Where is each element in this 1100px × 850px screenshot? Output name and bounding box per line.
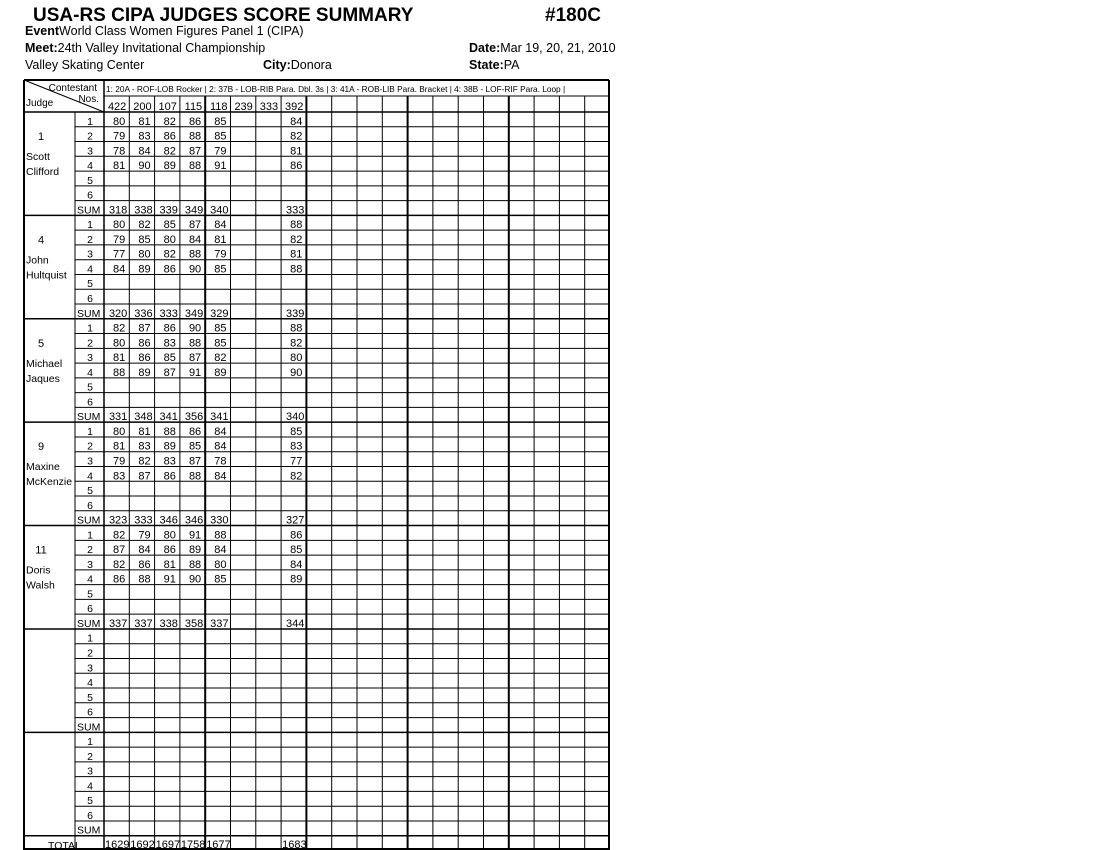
score-cell: 81 bbox=[290, 248, 303, 261]
score-cell: 88 bbox=[290, 322, 303, 335]
score-cell: 81 bbox=[214, 233, 227, 246]
score-cell: 85 bbox=[214, 115, 227, 128]
contestant-number: 107 bbox=[158, 101, 177, 113]
score-cell: 86 bbox=[113, 573, 126, 586]
event-value: World Class Women Figures Panel 1 (CIPA) bbox=[59, 24, 304, 38]
judge-number: 9 bbox=[37, 441, 45, 454]
score-cell: 88 bbox=[188, 160, 202, 173]
form-number: #180C bbox=[545, 5, 601, 26]
judge-number: 5 bbox=[37, 337, 45, 350]
score-cell: 84 bbox=[214, 440, 227, 453]
score-cell: 83 bbox=[290, 440, 303, 453]
figure-row-label: 5 bbox=[87, 278, 93, 291]
score-cell: 91 bbox=[214, 160, 227, 173]
score-cell: 85 bbox=[138, 233, 151, 246]
judge-last-name: McKenzie bbox=[26, 476, 73, 489]
total-cell: 1683 bbox=[282, 839, 307, 850]
sum-row-label: SUM bbox=[77, 411, 101, 424]
figure-row-label: 4 bbox=[87, 677, 93, 690]
judge-last-name: Jaques bbox=[26, 372, 60, 385]
figure-row-label: 1 bbox=[87, 219, 93, 232]
state-label: State: bbox=[469, 58, 504, 72]
figure-row-label: 6 bbox=[87, 809, 93, 822]
score-cell: 88 bbox=[214, 529, 227, 542]
score-cell: 83 bbox=[163, 337, 176, 350]
figure-row-label: 5 bbox=[87, 381, 93, 394]
score-cell: 86 bbox=[163, 263, 176, 276]
contestant-number: 392 bbox=[285, 101, 304, 113]
score-cell: 87 bbox=[188, 219, 202, 232]
figure-row-label: 1 bbox=[87, 425, 93, 438]
sum-cell: 336 bbox=[134, 307, 153, 320]
figure-row-label: 1 bbox=[87, 529, 93, 542]
score-cell: 85 bbox=[188, 440, 202, 453]
score-cell: 83 bbox=[113, 470, 126, 483]
figure-row-label: 4 bbox=[87, 160, 93, 173]
figure-row-label: 4 bbox=[87, 366, 93, 379]
sum-cell: 323 bbox=[108, 514, 128, 527]
score-cell: 80 bbox=[163, 233, 176, 246]
score-cell: 88 bbox=[188, 558, 202, 571]
figure-row-label: 3 bbox=[87, 352, 93, 365]
figure-row-label: 2 bbox=[87, 440, 93, 453]
sum-cell: 341 bbox=[159, 411, 178, 424]
figure-row-label: 6 bbox=[87, 499, 93, 512]
score-cell: 85 bbox=[290, 425, 303, 438]
judge-last-name: Clifford bbox=[26, 166, 60, 178]
score-cell: 84 bbox=[290, 558, 303, 571]
score-cell: 88 bbox=[290, 263, 303, 276]
meet-label: Meet: bbox=[25, 41, 58, 55]
city-label: City: bbox=[263, 58, 291, 72]
score-cell: 83 bbox=[138, 130, 151, 143]
score-cell: 91 bbox=[188, 366, 202, 379]
score-cell: 85 bbox=[214, 263, 227, 276]
sum-cell: 338 bbox=[159, 617, 178, 630]
sum-cell: 349 bbox=[184, 204, 204, 217]
state-value: PA bbox=[503, 58, 520, 72]
sum-cell: 318 bbox=[108, 204, 128, 217]
score-cell: 80 bbox=[138, 248, 151, 261]
contestant-number: 239 bbox=[234, 101, 253, 113]
figure-row-label: 6 bbox=[87, 189, 93, 202]
score-cell: 80 bbox=[113, 115, 126, 128]
figure-row-label: 4 bbox=[87, 573, 93, 586]
nos-header: Nos. bbox=[78, 94, 99, 105]
score-cell: 85 bbox=[214, 322, 227, 335]
score-cell: 90 bbox=[138, 160, 151, 173]
sum-row-label: SUM bbox=[77, 514, 101, 527]
score-cell: 89 bbox=[188, 544, 202, 557]
judge-number: 11 bbox=[35, 544, 47, 557]
judge-first-name: Maxine bbox=[26, 461, 60, 474]
sum-cell: 344 bbox=[286, 617, 305, 630]
score-cell: 85 bbox=[163, 352, 176, 365]
sum-cell: 333 bbox=[286, 204, 305, 217]
score-cell: 82 bbox=[290, 130, 303, 143]
figure-row-label: 3 bbox=[87, 248, 93, 261]
score-cell: 82 bbox=[290, 233, 303, 246]
sum-cell: 358 bbox=[184, 617, 204, 630]
score-cell: 88 bbox=[188, 130, 202, 143]
score-cell: 81 bbox=[138, 425, 151, 438]
score-cell: 78 bbox=[214, 455, 227, 468]
score-cell: 79 bbox=[214, 145, 227, 158]
figure-row-label: 2 bbox=[87, 233, 93, 246]
figures-caption: 1: 20A - ROF-LOB Rocker | 2: 37B - LOB-RIB Para. Dbl. 3s | 3: 41A - ROB-LIB Para. Bracket | 4: 38B - LOF-RIF Para. Loop | bbox=[106, 84, 566, 94]
score-cell: 82 bbox=[290, 337, 303, 350]
score-cell: 84 bbox=[214, 544, 227, 557]
score-cell: 84 bbox=[290, 115, 303, 128]
score-cell: 84 bbox=[138, 145, 151, 158]
score-cell: 87 bbox=[188, 455, 202, 468]
sum-cell: 337 bbox=[134, 617, 153, 630]
figure-row-label: 4 bbox=[87, 470, 93, 483]
score-cell: 77 bbox=[113, 248, 126, 261]
total-cell: 1629 bbox=[105, 839, 130, 850]
sum-cell: 341 bbox=[210, 411, 229, 424]
score-cell: 85 bbox=[214, 130, 227, 143]
judge-first-name: John bbox=[26, 254, 49, 267]
score-cell: 80 bbox=[214, 558, 227, 571]
date-value: Mar 19, 20, 21, 2010 bbox=[500, 41, 616, 55]
contestant-number: 115 bbox=[184, 101, 203, 113]
score-cell: 88 bbox=[188, 337, 202, 350]
score-cell: 87 bbox=[188, 145, 202, 158]
score-cell: 86 bbox=[138, 558, 151, 571]
score-cell: 82 bbox=[290, 470, 303, 483]
figure-row-label: 1 bbox=[87, 736, 93, 749]
score-cell: 82 bbox=[163, 115, 176, 128]
total-cell: 1692 bbox=[130, 839, 155, 850]
figure-row-label: 2 bbox=[87, 544, 93, 557]
figure-row-label: 5 bbox=[87, 795, 93, 808]
score-cell: 86 bbox=[188, 425, 202, 438]
sum-row-label: SUM bbox=[77, 824, 101, 837]
score-cell: 83 bbox=[163, 455, 176, 468]
score-cell: 82 bbox=[163, 248, 176, 261]
score-cell: 90 bbox=[290, 366, 303, 379]
judge-number: 1 bbox=[37, 131, 45, 143]
score-cell: 90 bbox=[188, 322, 202, 335]
score-cell: 81 bbox=[290, 145, 303, 158]
figure-row-label: 4 bbox=[87, 263, 93, 276]
score-cell: 91 bbox=[163, 573, 176, 586]
score-cell: 89 bbox=[163, 440, 176, 453]
contestant-number: 422 bbox=[107, 101, 127, 113]
figure-row-label: 6 bbox=[87, 396, 93, 409]
score-cell: 86 bbox=[163, 470, 176, 483]
score-cell: 81 bbox=[113, 352, 126, 365]
score-cell: 90 bbox=[188, 263, 202, 276]
score-cell: 80 bbox=[290, 352, 303, 365]
score-cell: 88 bbox=[290, 219, 303, 232]
score-cell: 85 bbox=[214, 573, 227, 586]
score-cell: 86 bbox=[163, 544, 176, 557]
figure-row-label: 2 bbox=[87, 130, 93, 143]
score-cell: 82 bbox=[113, 322, 126, 335]
score-cell: 87 bbox=[138, 470, 151, 483]
score-cell: 82 bbox=[214, 352, 227, 365]
score-cell: 79 bbox=[138, 529, 151, 542]
figure-row-label: 3 bbox=[87, 455, 93, 468]
sum-cell: 339 bbox=[159, 204, 178, 217]
sum-cell: 339 bbox=[286, 307, 305, 320]
figure-row-label: 3 bbox=[87, 662, 93, 675]
sum-cell: 320 bbox=[108, 307, 128, 320]
score-cell: 84 bbox=[214, 219, 227, 232]
judge-first-name: Michael bbox=[26, 357, 63, 370]
figure-row-label: 6 bbox=[87, 293, 93, 306]
figure-row-label: 5 bbox=[87, 691, 93, 704]
score-cell: 84 bbox=[188, 233, 202, 246]
score-cell: 79 bbox=[113, 130, 126, 143]
figure-row-label: 2 bbox=[87, 337, 93, 350]
score-cell: 89 bbox=[138, 263, 151, 276]
score-cell: 86 bbox=[163, 130, 176, 143]
score-cell: 80 bbox=[113, 337, 126, 350]
score-cell: 91 bbox=[188, 529, 202, 542]
figure-row-label: 2 bbox=[87, 750, 93, 763]
figure-row-label: 2 bbox=[87, 647, 93, 660]
score-cell: 87 bbox=[188, 352, 202, 365]
judge-first-name: Scott bbox=[26, 151, 50, 163]
contestant-number: 118 bbox=[209, 101, 228, 113]
score-cell: 82 bbox=[163, 145, 176, 158]
judge-first-name: Doris bbox=[26, 564, 51, 577]
judge-header: Judge bbox=[26, 98, 54, 109]
score-cell: 88 bbox=[188, 470, 202, 483]
score-cell: 79 bbox=[113, 233, 126, 246]
score-cell: 86 bbox=[138, 352, 151, 365]
total-cell: 1677 bbox=[206, 839, 231, 850]
sum-cell: 338 bbox=[134, 204, 153, 217]
figure-row-label: 3 bbox=[87, 145, 93, 158]
sum-row-label: SUM bbox=[77, 721, 101, 734]
total-cell: 1758 bbox=[180, 839, 206, 850]
sum-cell: 337 bbox=[108, 617, 128, 630]
score-cell: 89 bbox=[290, 573, 303, 586]
score-cell: 87 bbox=[163, 366, 176, 379]
score-cell: 84 bbox=[113, 263, 126, 276]
sum-cell: 333 bbox=[159, 307, 178, 320]
score-cell: 87 bbox=[138, 322, 151, 335]
score-cell: 81 bbox=[113, 440, 126, 453]
sum-cell: 340 bbox=[286, 411, 305, 424]
score-cell: 88 bbox=[188, 248, 202, 261]
score-cell: 82 bbox=[138, 455, 151, 468]
score-cell: 89 bbox=[214, 366, 227, 379]
figure-row-label: 4 bbox=[87, 780, 93, 793]
judge-number: 4 bbox=[37, 234, 45, 247]
figure-row-label: 5 bbox=[87, 588, 93, 601]
score-cell: 86 bbox=[290, 529, 303, 542]
sum-cell: 327 bbox=[286, 514, 305, 527]
score-cell: 82 bbox=[113, 529, 126, 542]
figure-row-label: 5 bbox=[87, 174, 93, 187]
contestant-number: 200 bbox=[133, 101, 152, 113]
figure-row-label: 6 bbox=[87, 603, 93, 616]
sum-cell: 333 bbox=[134, 514, 153, 527]
score-cell: 84 bbox=[214, 470, 227, 483]
score-cell: 81 bbox=[163, 558, 176, 571]
figure-row-label: 5 bbox=[87, 485, 93, 498]
score-cell: 88 bbox=[163, 425, 176, 438]
sum-cell: 337 bbox=[210, 617, 229, 630]
contestant-header: Contestant bbox=[48, 83, 97, 94]
score-cell: 81 bbox=[113, 160, 126, 173]
score-cell: 82 bbox=[138, 219, 151, 232]
score-cell: 79 bbox=[214, 248, 227, 261]
total-cell: 1697 bbox=[155, 839, 181, 850]
score-cell: 86 bbox=[138, 337, 151, 350]
sum-cell: 329 bbox=[210, 307, 229, 320]
sum-cell: 356 bbox=[184, 411, 204, 424]
sum-cell: 330 bbox=[210, 514, 229, 527]
date-label: Date: bbox=[469, 41, 501, 55]
sum-cell: 348 bbox=[134, 411, 153, 424]
figure-row-label: 3 bbox=[87, 558, 93, 571]
sum-row-label: SUM bbox=[77, 307, 101, 320]
figure-row-label: 1 bbox=[87, 115, 93, 128]
sum-cell: 340 bbox=[210, 204, 229, 217]
score-cell: 84 bbox=[214, 425, 227, 438]
sum-row-label: SUM bbox=[77, 617, 101, 630]
meet-value: 24th Valley Invitational Championship bbox=[57, 41, 266, 55]
score-cell: 79 bbox=[113, 455, 126, 468]
score-cell: 86 bbox=[188, 115, 202, 128]
score-cell: 82 bbox=[113, 558, 126, 571]
score-cell: 90 bbox=[188, 573, 202, 586]
total-row-label: TOTAL bbox=[48, 840, 81, 850]
score-cell: 88 bbox=[138, 573, 151, 586]
event-label: Event bbox=[25, 24, 60, 38]
score-cell: 88 bbox=[113, 366, 126, 379]
contestant-number: 333 bbox=[259, 101, 279, 113]
figure-row-label: 1 bbox=[87, 632, 93, 645]
score-cell: 78 bbox=[113, 145, 126, 158]
score-cell: 83 bbox=[138, 440, 151, 453]
score-cell: 85 bbox=[214, 337, 227, 350]
score-cell: 80 bbox=[163, 529, 176, 542]
figure-row-label: 3 bbox=[87, 765, 93, 778]
score-cell: 86 bbox=[290, 160, 303, 173]
sum-cell: 331 bbox=[108, 411, 128, 424]
score-cell: 89 bbox=[163, 160, 176, 173]
sum-row-label: SUM bbox=[77, 204, 101, 217]
judge-last-name: Walsh bbox=[26, 579, 55, 592]
score-cell: 80 bbox=[113, 219, 126, 232]
city-value: Donora bbox=[290, 58, 332, 72]
score-cell: 87 bbox=[113, 544, 126, 557]
sum-cell: 346 bbox=[159, 514, 178, 527]
score-cell: 86 bbox=[163, 322, 176, 335]
sum-cell: 346 bbox=[184, 514, 204, 527]
judge-last-name: Hultquist bbox=[26, 269, 67, 282]
score-cell: 77 bbox=[290, 455, 303, 468]
figure-row-label: 1 bbox=[87, 322, 93, 335]
score-cell: 81 bbox=[138, 115, 151, 128]
venue-line: Valley Skating Center bbox=[25, 58, 145, 72]
report-title: USA-RS CIPA JUDGES SCORE SUMMARY bbox=[33, 5, 414, 26]
score-cell: 84 bbox=[138, 544, 151, 557]
score-cell: 89 bbox=[138, 366, 151, 379]
score-cell: 80 bbox=[113, 425, 126, 438]
figure-row-label: 6 bbox=[87, 706, 93, 719]
score-cell: 85 bbox=[290, 544, 303, 557]
sum-cell: 349 bbox=[184, 307, 204, 320]
score-cell: 85 bbox=[163, 219, 176, 232]
